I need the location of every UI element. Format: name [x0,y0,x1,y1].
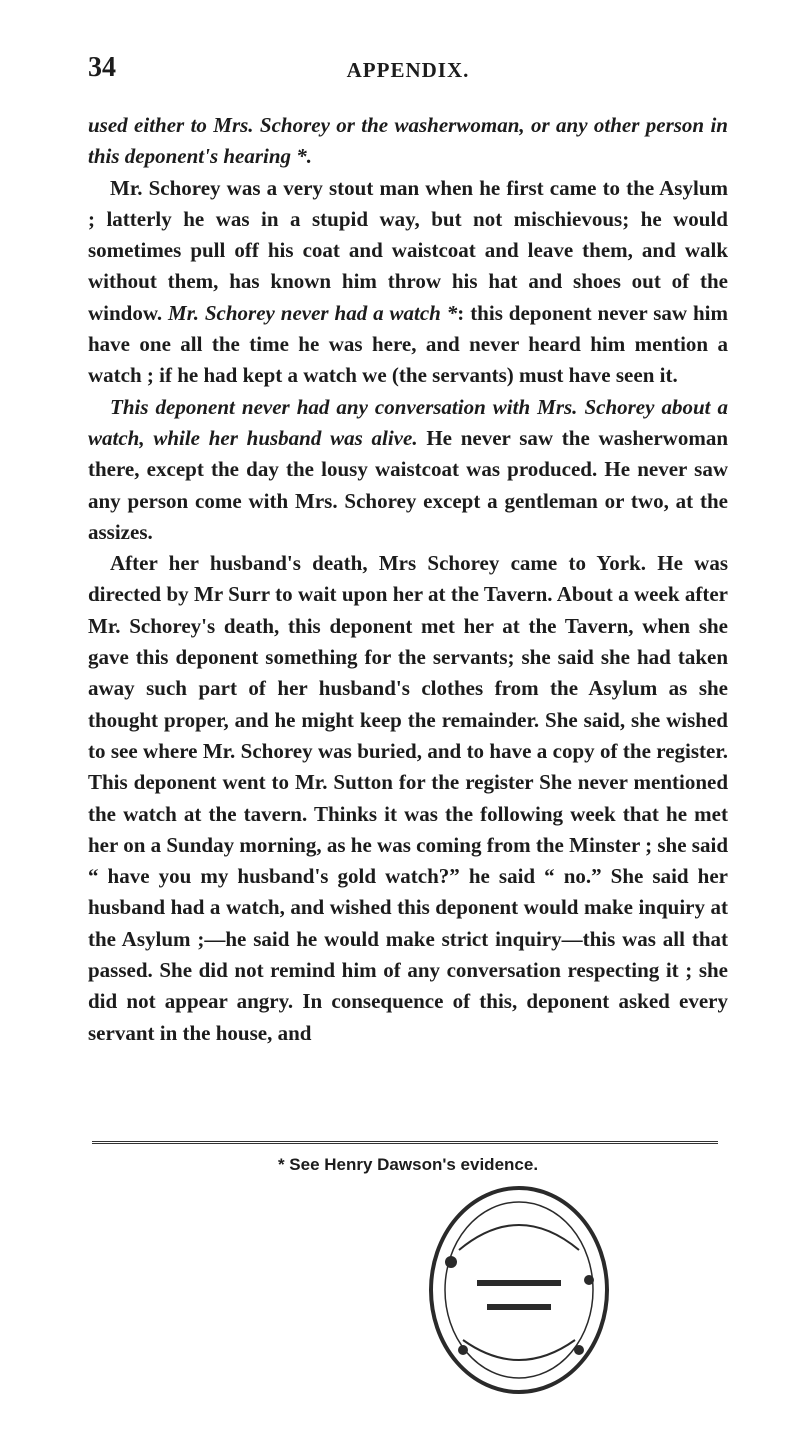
italic-text: Mr. Schorey never had a watch * [168,300,458,325]
paragraph [88,173,728,392]
italic-text: This deponent never had any conversation with Mrs. Schorey about a watch, while her husband was alive. [88,394,728,450]
running-head: APPENDIX. [346,58,470,82]
text-run: After her husband's death, Mrs Schorey came to York. He was directed by Mr Surr to wait upon her at the Tavern. About a week after Mr. Schorey's death, this deponent met her at the Tavern, when she gave this deponent something for the servants; she said she had taken away such part of her husband's clothes from the Asylum as she thought proper, and he might keep the remainder. She said, she wished to see where Mr. Schorey was buried, and to have a copy of the register. This deponent went to Mr. Sutton for the register She never mentioned the watch at the tavern. Thinks it was the following week that he met her on a Sunday morning, as he was coming from the Minster ; she said “ have you my husband's gold watch?” he said “ no.” She said her husband had a watch, and wished this deponent would make inquiry at the Asylum ;—he said he would make strict inquiry—this was all that passed. She did not remind him of any conversation respecting it ; she did not appear angry. In consequence of this, deponent asked every servant in the house, and [88,551,728,1045]
text-run: He never saw the washerwoman there, except the day the lousy waistcoat was produced. He never saw any person come with Mrs. Schorey except a gentleman or two, at the assizes. [88,425,729,544]
text-run: Mr. Schorey was a very stout man when he first came to the Asylum ; latterly he was in a stupid way, but not mischievous; he would sometimes pull off his coat and waistcoat and leave them, and walk without them, has known him throw his hat and shoes out of the window. [88,175,728,325]
italic-text: used either to Mrs. Schorey or the washerwoman, or any other person in this deponent's hearing *. [88,113,728,169]
page-header [88,52,728,92]
footnote-divider [92,1141,718,1144]
footnote: * See Henry Dawson's evidence. [277,1155,539,1174]
paragraph [88,548,728,1049]
body-text [88,110,728,1049]
text-run: : this deponent never saw him have one all the time he was here, and never heard him mention a watch ; if he had kept a watch we (the servants) must have seen it. [88,300,728,388]
library-stamp-icon [419,1180,629,1410]
paragraph [88,392,728,548]
paragraph [88,110,728,173]
page-number: 34 [88,52,116,83]
